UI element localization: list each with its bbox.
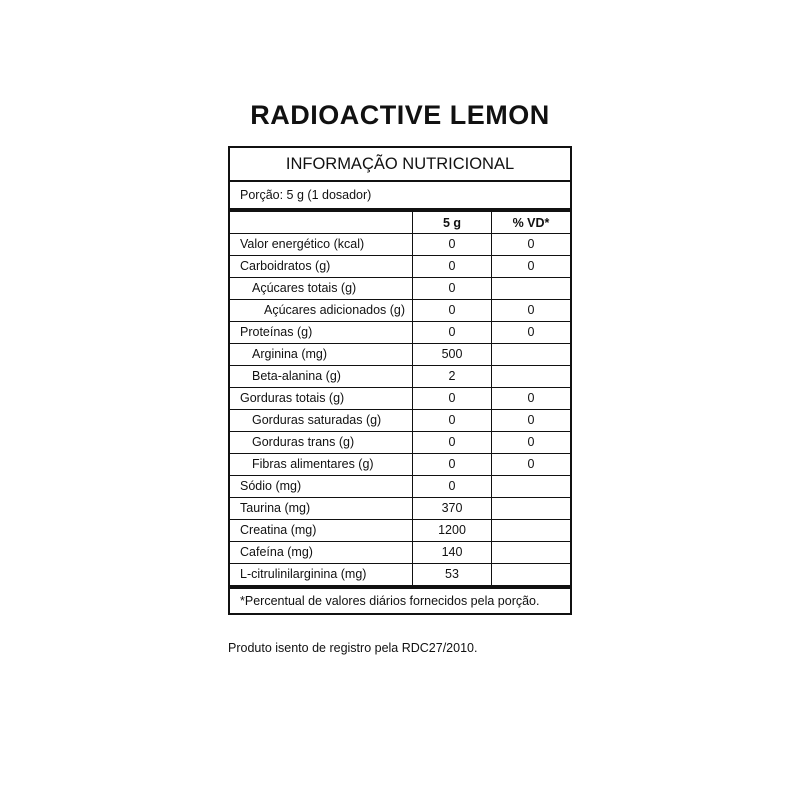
nutrient-daily-value [492, 365, 571, 387]
nutrient-name: Beta-alanina (g) [230, 365, 413, 387]
page-title: RADIOACTIVE LEMON [250, 100, 550, 130]
table-row [230, 453, 570, 475]
nutrient-name: Valor energético (kcal) [230, 233, 413, 255]
nutrient-daily-value: 0 [492, 453, 571, 475]
nutrient-name: Proteínas (g) [230, 321, 413, 343]
table-row [230, 387, 570, 409]
table-row [230, 233, 570, 255]
table-row [230, 541, 570, 563]
nutrient-daily-value [492, 519, 571, 541]
table-header-row [230, 212, 570, 233]
nutrient-name: Taurina (mg) [230, 497, 413, 519]
nutrient-daily-value [492, 343, 571, 365]
column-header-dv: % VD* [492, 212, 571, 233]
nutrient-daily-value: 0 [492, 321, 571, 343]
nutrient-daily-value: 0 [492, 233, 571, 255]
nutrient-name: L-citrulinilarginina (mg) [230, 563, 413, 587]
nutrient-amount: 1200 [413, 519, 492, 541]
nutrient-amount: 370 [413, 497, 492, 519]
nutrient-daily-value [492, 277, 571, 299]
nutrient-name: Cafeína (mg) [230, 541, 413, 563]
nutrient-name: Açúcares adicionados (g) [230, 299, 413, 321]
nutrition-table [230, 212, 570, 589]
nutrient-amount: 0 [413, 475, 492, 497]
nutrient-amount: 0 [413, 453, 492, 475]
nutrient-daily-value: 0 [492, 255, 571, 277]
nutrient-amount: 0 [413, 387, 492, 409]
table-header [230, 212, 570, 233]
serving-size-text: Porção: 5 g (1 dosador) [230, 182, 570, 212]
column-header-nutrient [230, 212, 413, 233]
nutrient-amount: 0 [413, 277, 492, 299]
nutrient-amount: 0 [413, 431, 492, 453]
nutrient-daily-value: 0 [492, 431, 571, 453]
nutrient-amount: 0 [413, 409, 492, 431]
nutrient-daily-value: 0 [492, 299, 571, 321]
nutrient-amount: 0 [413, 299, 492, 321]
nutrient-daily-value [492, 497, 571, 519]
nutrient-name: Carboidratos (g) [230, 255, 413, 277]
nutrient-daily-value [492, 563, 571, 587]
nutrient-name: Arginina (mg) [230, 343, 413, 365]
panel-title: INFORMAÇÃO NUTRICIONAL [230, 148, 570, 182]
nutrient-daily-value: 0 [492, 409, 571, 431]
nutrient-name: Gorduras totais (g) [230, 387, 413, 409]
table-row [230, 475, 570, 497]
table-row [230, 431, 570, 453]
table-row [230, 321, 570, 343]
nutrient-amount: 0 [413, 321, 492, 343]
table-row [230, 409, 570, 431]
table-row [230, 255, 570, 277]
table-row [230, 497, 570, 519]
nutrient-amount: 500 [413, 343, 492, 365]
table-row [230, 563, 570, 587]
nutrient-name: Creatina (mg) [230, 519, 413, 541]
table-row [230, 299, 570, 321]
table-row [230, 277, 570, 299]
nutrient-name: Fibras alimentares (g) [230, 453, 413, 475]
nutrition-facts-panel [228, 146, 572, 615]
registration-disclaimer: Produto isento de registro pela RDC27/2010. [228, 641, 478, 655]
nutrient-name: Gorduras trans (g) [230, 431, 413, 453]
nutrient-name: Sódio (mg) [230, 475, 413, 497]
nutrient-amount: 0 [413, 233, 492, 255]
table-body [230, 233, 570, 587]
table-row [230, 365, 570, 387]
table-row [230, 519, 570, 541]
nutrient-amount: 53 [413, 563, 492, 587]
nutrient-daily-value [492, 541, 571, 563]
nutrient-name: Gorduras saturadas (g) [230, 409, 413, 431]
column-header-amount: 5 g [413, 212, 492, 233]
table-row [230, 343, 570, 365]
nutrient-name: Açúcares totais (g) [230, 277, 413, 299]
nutrient-daily-value: 0 [492, 387, 571, 409]
nutrient-amount: 0 [413, 255, 492, 277]
nutrient-amount: 2 [413, 365, 492, 387]
nutrient-amount: 140 [413, 541, 492, 563]
nutrient-daily-value [492, 475, 571, 497]
footnote-text: *Percentual de valores diários fornecidos pela porção. [240, 593, 540, 608]
